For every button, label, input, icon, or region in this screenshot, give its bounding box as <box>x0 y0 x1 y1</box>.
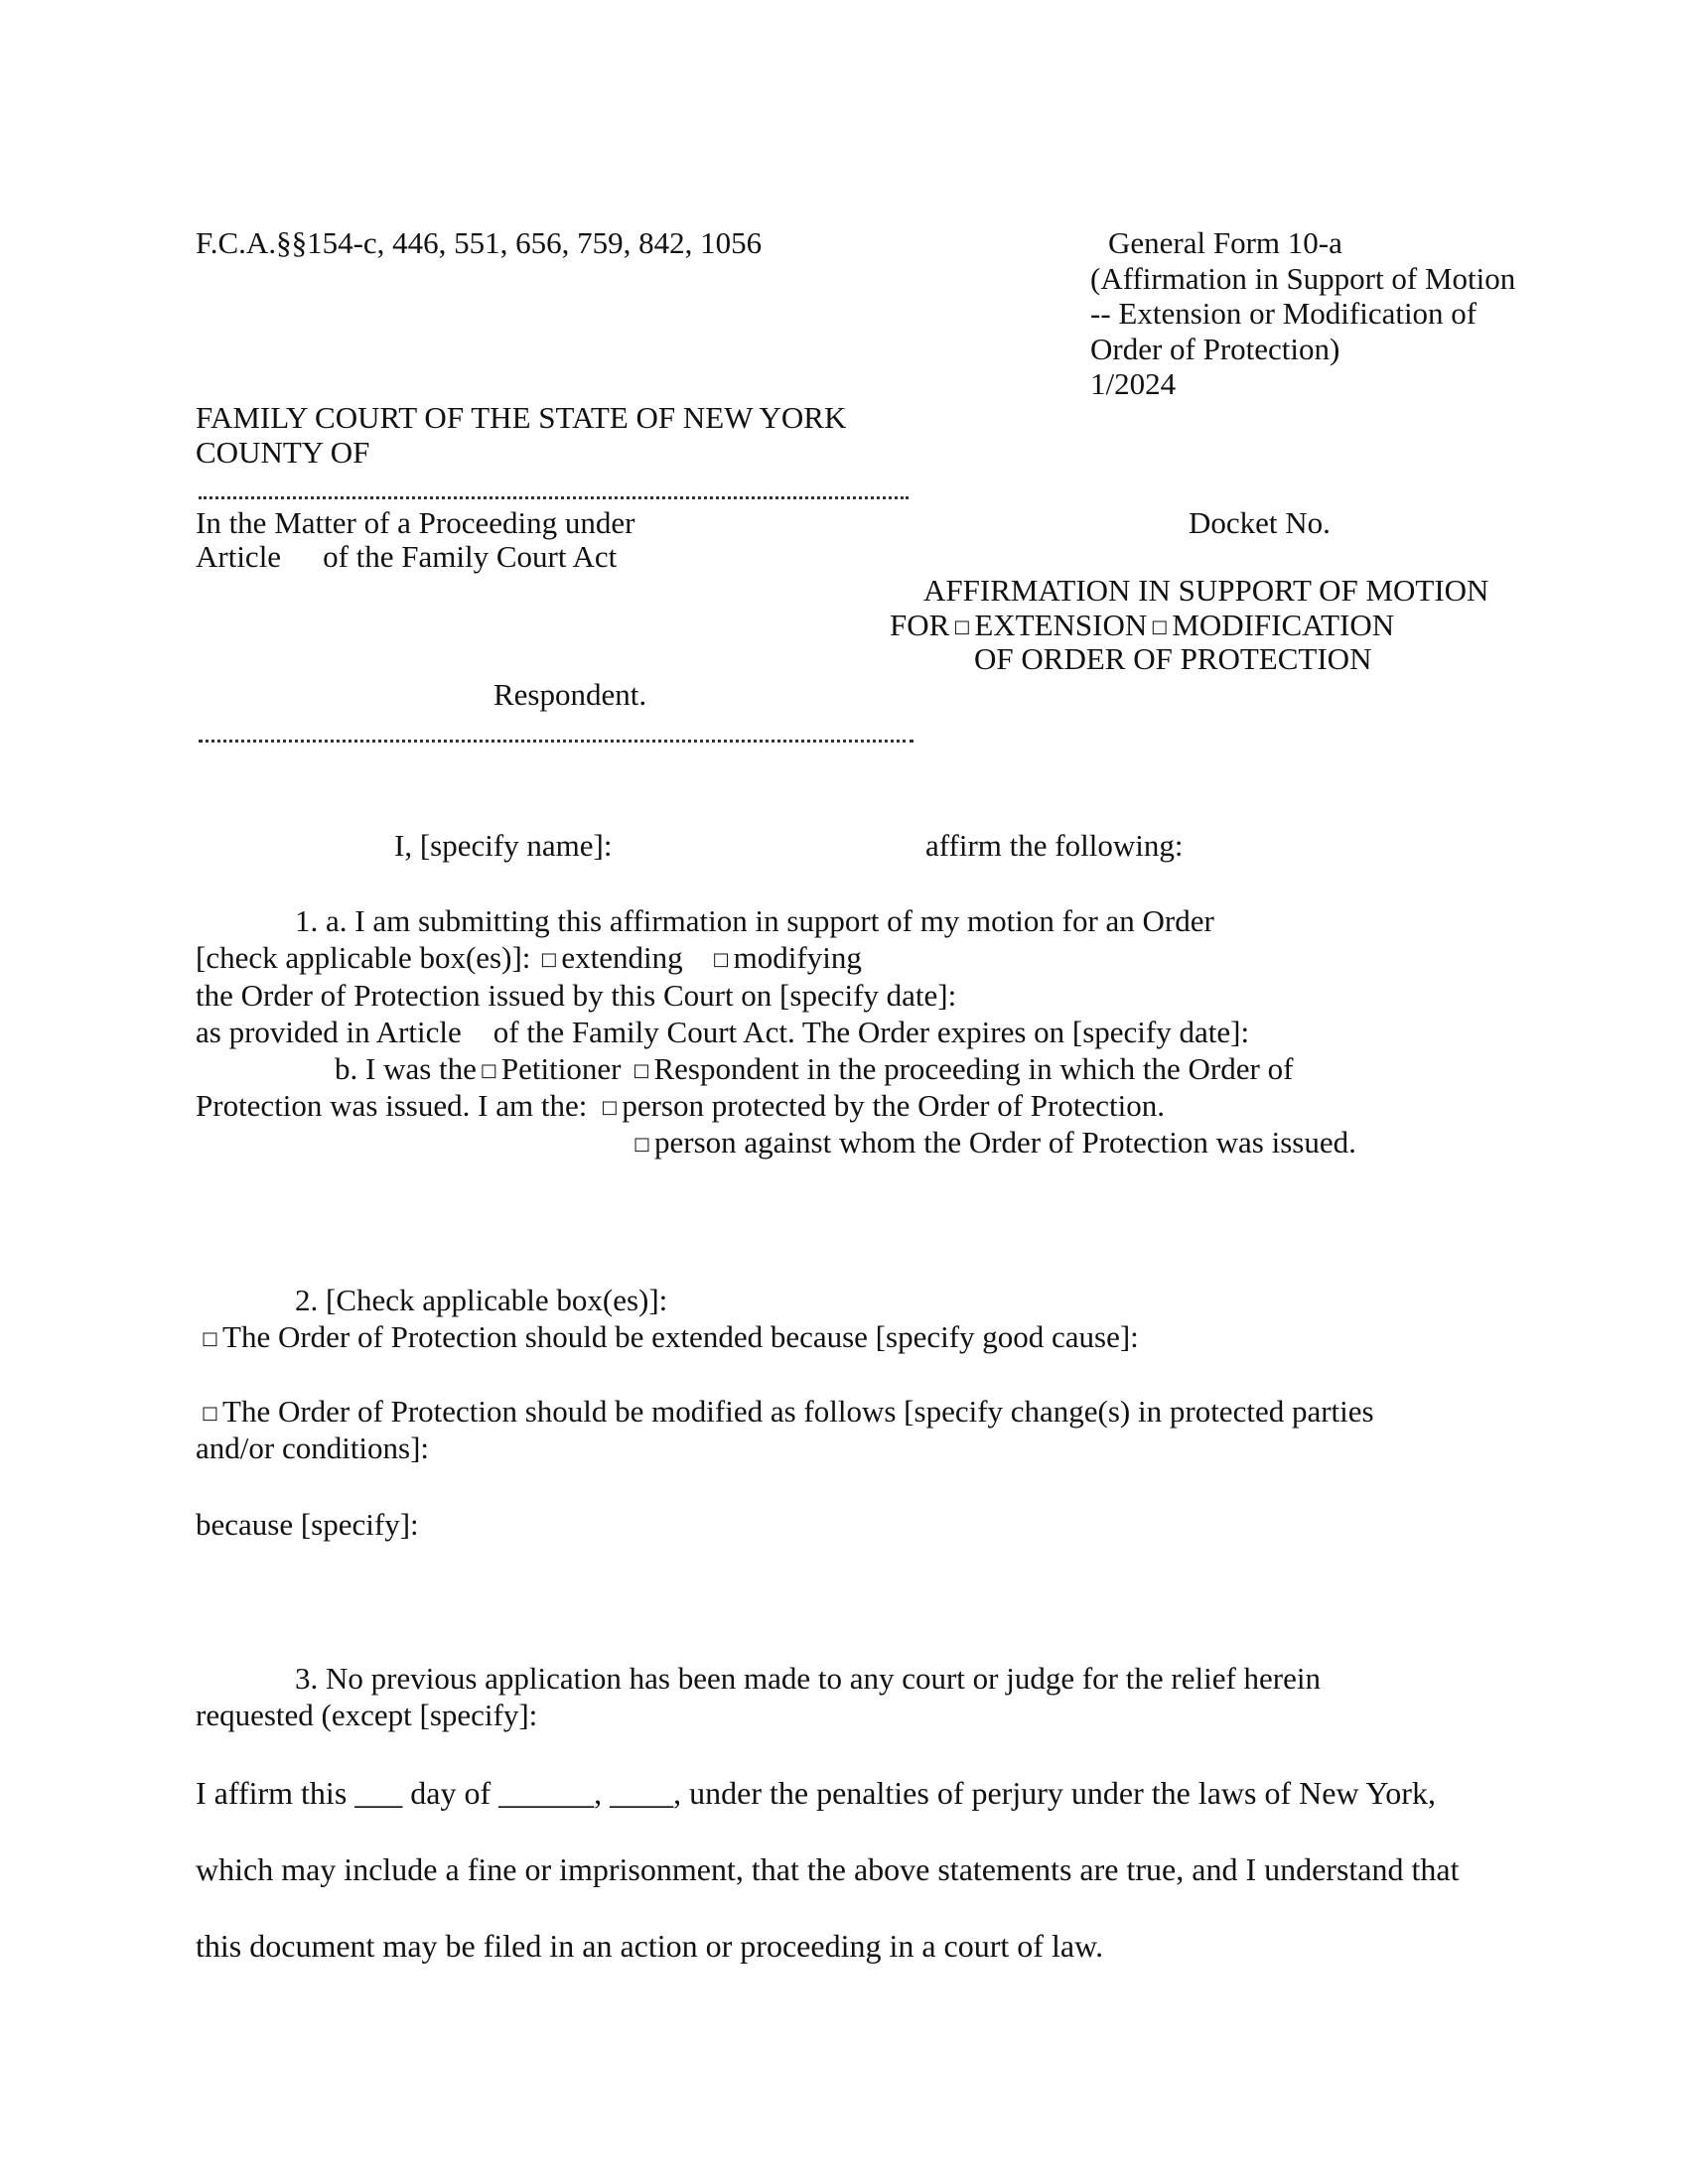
closing-line-3: this document may be filed in an action or proceeding in a court of law. <box>196 1928 1104 1964</box>
modifying-checkbox[interactable]: □ <box>712 949 730 970</box>
document-title-line-2: FOR □ EXTENSION □ MODIFICATION <box>890 608 1395 642</box>
protected-person-checkbox[interactable]: □ <box>601 1097 619 1118</box>
p2-heading: 2. [Check applicable box(es)]: <box>295 1283 668 1317</box>
family-court-act-label: of the Family Court Act <box>323 539 618 574</box>
p3-line-2: requested (except [specify]: <box>196 1698 538 1732</box>
form-revision-date: 1/2024 <box>1090 366 1177 401</box>
p1a-line-2: [check applicable box(es)]: □ extending □ modifying <box>196 940 862 975</box>
matter-line-2 <box>196 539 617 575</box>
p1a-line-3: the Order of Protection issued by this Court on [specify date]: <box>196 978 957 1013</box>
article-label: Article <box>196 539 282 574</box>
p2-because-label: because [specify]: <box>196 1507 419 1542</box>
petitioner-checkbox[interactable]: □ <box>480 1060 497 1081</box>
matter-line-1: In the Matter of a Proceeding under <box>196 505 635 540</box>
modification-checkbox[interactable]: □ <box>1151 616 1169 637</box>
form-description-line-1: (Affirmation in Support of Motion <box>1090 261 1516 296</box>
caption-divider-bottom <box>199 740 914 743</box>
caption-divider-top <box>199 496 909 499</box>
statute-citation: F.C.A.§§154-c, 446, 551, 656, 759, 842, 1056 <box>196 225 763 260</box>
county-label: COUNTY OF <box>196 435 370 470</box>
affirm-following-label: affirm the following: <box>925 828 1184 863</box>
p1b-line-3: □ person against whom the Order of Protection was issued. <box>633 1125 1356 1160</box>
respondent-label: Respondent. <box>493 677 647 712</box>
p3-line-1: 3. No previous application has been made to any court or judge for the relief herein <box>295 1661 1321 1696</box>
p1b-line-1: b. I was the □ Petitioner □ Respondent in the proceeding in which the Order of <box>335 1051 1294 1086</box>
p1a-line-4: as provided in Article of the Family Court Act. The Order expires on [specify date]: <box>196 1015 1250 1049</box>
p2-modify-line-1: □ The Order of Protection should be modified as follows [specify change(s) in protected parties <box>202 1394 1374 1429</box>
form-description-line-2: -- Extension or Modification of <box>1090 296 1477 331</box>
p2-modify-line-2: and/or conditions]: <box>196 1431 430 1465</box>
document-title-line-3: OF ORDER OF PROTECTION <box>974 641 1372 676</box>
extension-checkbox[interactable]: □ <box>953 616 971 637</box>
form-description-line-3: Order of Protection) <box>1090 332 1340 366</box>
document-title-line-1: AFFIRMATION IN SUPPORT OF MOTION <box>923 573 1489 608</box>
closing-line-2: which may include a fine or imprisonment, that the above statements are true, and I understand that <box>196 1851 1460 1887</box>
form-number: General Form 10-a <box>1108 225 1342 260</box>
modify-checkbox[interactable]: □ <box>202 1403 219 1424</box>
extend-checkbox[interactable]: □ <box>202 1328 219 1349</box>
court-name: FAMILY COURT OF THE STATE OF NEW YORK <box>196 400 847 435</box>
p1b-line-2: Protection was issued. I am the: □ person protected by the Order of Protection. <box>196 1088 1165 1123</box>
closing-line-1: I affirm this ___ day of ______, ____, under the penalties of perjury under the laws of New York, <box>196 1775 1436 1811</box>
p1a-line-1: 1. a. I am submitting this affirmation in support of my motion for an Order <box>295 903 1214 938</box>
affiant-name-label: I, [specify name]: <box>394 828 613 863</box>
docket-label: Docket No. <box>1189 505 1331 540</box>
against-person-checkbox[interactable]: □ <box>633 1134 651 1155</box>
extending-checkbox[interactable]: □ <box>540 949 558 970</box>
respondent-checkbox[interactable]: □ <box>633 1060 650 1081</box>
p2-extend-line: □ The Order of Protection should be extended because [specify good cause]: <box>202 1319 1139 1354</box>
